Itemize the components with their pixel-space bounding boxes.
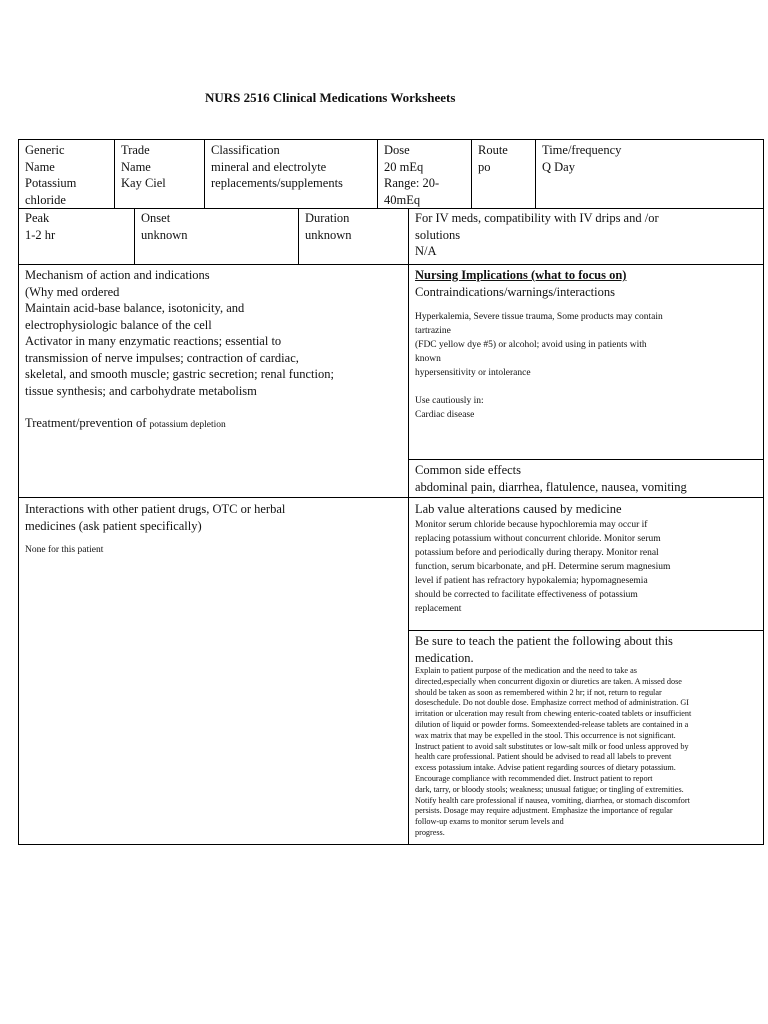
interactions-heading: Interactions with other patient drugs, OTC or herbal medicines (ask patient specifically) bbox=[25, 502, 286, 533]
treatment-label: Treatment/prevention of bbox=[25, 416, 150, 430]
duration-cell: Duration unknown bbox=[305, 211, 352, 242]
generic-name-cell: Generic Name Potassium chloride bbox=[25, 143, 77, 207]
page-title: NURS 2516 Clinical Medications Worksheets bbox=[205, 90, 456, 105]
teaching-text: Explain to patient purpose of the medication and the need to take as directed,especially when concurrent digoxin or diuretics are taken. A missed dose should be taken as soon as remembered within 2 hr; if not, return to regular doseschedule. Do not double dose. Emphasize correct method of administration. GI irritation or ulceration may result from chewing enteric-coated tablets or insufficient dilution of liquid or powder forms. Someextended-release tablets are contained in a wax matrix that may be expelled in the stool. This occurrence is not significant. Instruct patient to avoid salt substitutes or low-salt milk or food unless approved by health care professional. Patient should be advised to read all labels to prevent excess potassium intake. Advise patient regarding sources of dietary potassium. Encourage compliance with recommended diet. Instruct patient to report dark, tarry, or bloody stools; weakness; unusual fatigue; or tingling of extremities. Notify health care professional if nausea, vomiting, diarrhea, or stomach discomfort persists. Dosage may require adjustment. Emphasize the importance of regular follow-up exams to monitor serum levels and progress. bbox=[415, 666, 692, 837]
nursing-heading: Nursing Implications (what to focus on) bbox=[415, 268, 627, 282]
side-effects-text: abdominal pain, diarrhea, flatulence, nausea, vomiting bbox=[415, 479, 687, 494]
time-frequency-cell: Time/frequency Q Day bbox=[542, 143, 622, 174]
patient-teaching-cell bbox=[409, 632, 764, 840]
nursing-implications-cell bbox=[409, 266, 764, 423]
mechanism-text: Mechanism of action and indications (Why med ordered Maintain acid-base balance, isotonicity, and electrophysiologic balance of the cell Activator in many enzymatic reactions; essential to transmission of nerve impulses; contraction of cardiac, skeletal, and smooth muscle; gastric secretion; renal function; tissue synthesis; and carbohydrate metabolism bbox=[25, 268, 334, 398]
onset-cell: Onset unknown bbox=[141, 211, 188, 242]
lab-values-heading: Lab value alterations caused by medicine bbox=[415, 502, 622, 516]
side-effects-cell bbox=[409, 461, 764, 496]
interactions-text: None for this patient bbox=[25, 545, 104, 555]
teaching-heading: Be sure to teach the patient the following about this medication. bbox=[415, 634, 673, 665]
iv-compatibility-cell: For IV meds, compatibility with IV drips and /or solutions N/A bbox=[415, 211, 659, 258]
peak-cell: Peak 1-2 hr bbox=[25, 211, 56, 242]
mechanism-cell bbox=[19, 266, 408, 433]
dose-cell: Dose 20 mEq Range: 20- 40mEq bbox=[384, 143, 440, 207]
trade-name-cell: Trade Name Kay Ciel bbox=[121, 143, 166, 190]
treatment-line bbox=[25, 415, 402, 432]
interactions-cell bbox=[19, 500, 408, 557]
lab-values-cell bbox=[409, 500, 764, 617]
contraindications-text: Hyperkalemia, Severe tissue trauma, Some products may contain tartrazine (FDC yellow dye #5) or alcohol; avoid using in patients with known hypersensitivity or intolerance Use cautiously in: Cardiac disease bbox=[415, 312, 663, 420]
classification-cell: Classification mineral and electrolyte replacements/supplements bbox=[211, 143, 343, 190]
contraindications-heading: Contraindications/warnings/interactions bbox=[415, 284, 615, 299]
route-cell: Route po bbox=[478, 143, 508, 174]
treatment-value: potassium depletion bbox=[149, 420, 226, 430]
lab-values-text: Monitor serum chloride because hypochloremia may occur if replacing potassium without concurrent chloride. Monitor serum potassium before and periodically during therapy. Monitor renal function, serum bicarbonate, and pH. Determine serum magnesium level if patient has refractory hypokalemia; hypomagnesemia should be corrected to facilitate effectiveness of potassium replacement bbox=[415, 519, 671, 614]
side-effects-heading: Common side effects bbox=[415, 463, 521, 477]
